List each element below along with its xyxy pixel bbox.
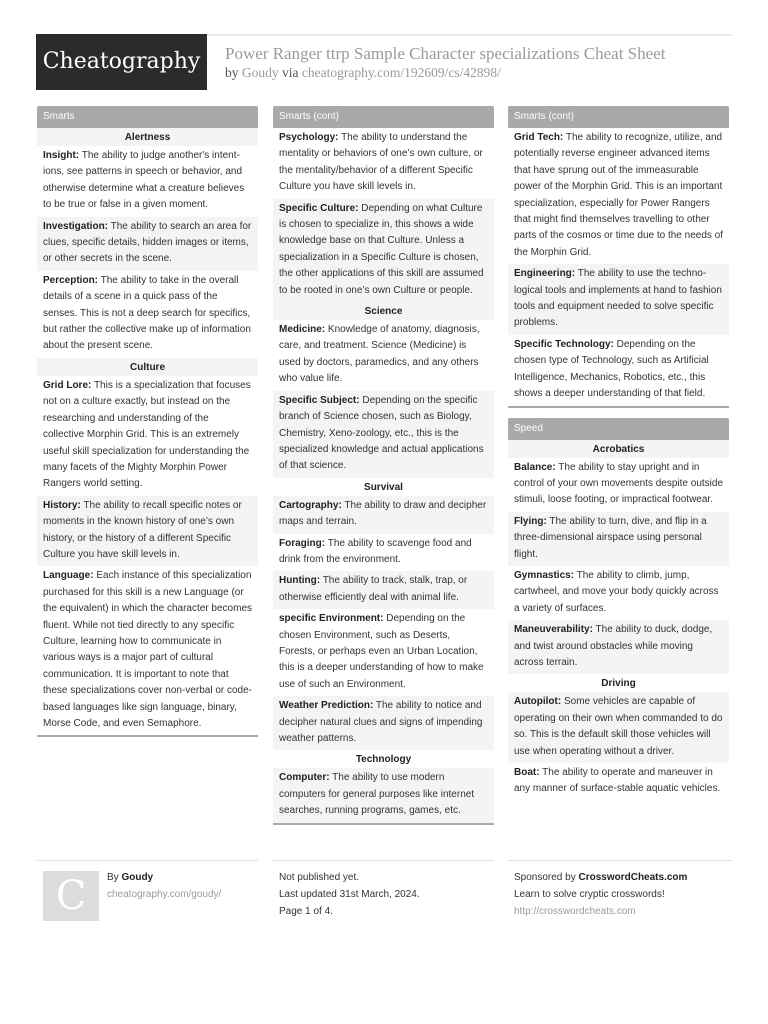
footer-page: Page 1 of 4.: [279, 906, 333, 917]
footer-updated: Last updated 31st March, 2024.: [279, 889, 420, 900]
group-header-survival: Survival: [273, 478, 494, 496]
entry-gymnastics: [508, 566, 729, 620]
entry-grid-tech: [508, 128, 729, 264]
entry-text: This is a specialization that focuses not on a culture exactly, but instead on the researching and understanding of the collective Morphin Grid. This is an extremely useful skill specialization for understanding the many facets of the Mighty Morphin Power Rangers world setting.: [43, 379, 251, 490]
section-header-speed: Speed: [508, 418, 729, 440]
entry-term: Insight:: [43, 150, 80, 161]
footer-sponsor-url[interactable]: http://crosswordcheats.com: [514, 906, 636, 917]
entry-term: Psychology:: [279, 132, 339, 143]
group-header-culture: Culture: [37, 358, 258, 376]
entry-text: The ability to operate and maneuver in any manner of surface-stable aquatic vehicles.: [514, 767, 721, 795]
footer-sponsor-line: [514, 869, 687, 886]
footer-author-link[interactable]: Goudy: [121, 872, 154, 883]
section-header-smarts-cont: Smarts (cont): [508, 106, 729, 128]
cheatography-logo[interactable]: Cheatography: [36, 34, 207, 90]
footer-sponsored-by: Sponsored by: [514, 872, 576, 883]
entry-investigation: [37, 217, 258, 271]
entry-term: Grid Lore:: [43, 379, 92, 391]
sheet-title: Power Ranger ttrp Sample Character specializations Cheat Sheet: [225, 44, 666, 63]
entry-text: The ability to use the technological tools and implements at hand to fashion tools and equipment needed to solve specific problems.: [514, 268, 722, 329]
entry-term: Hunting:: [279, 575, 321, 587]
entry-term: History:: [43, 499, 81, 511]
column-3: [508, 106, 729, 801]
footer-published: Not published yet.: [279, 872, 360, 883]
entry-text: The ability to stay upright and in control of your own movements despite outside stimuli, loose footing, or impractical footwear.: [514, 461, 723, 506]
column-2: [273, 106, 494, 825]
entry-text: The ability to understand the mentality or behaviors of one’s own culture, or the mentality/behavior of a different Specific Culture you have skill levels in.: [279, 132, 483, 193]
footer-sponsor: [508, 860, 732, 930]
entry-text: The ability to search an area for clues, specific details, hidden images or items, or other secrets in the scene.: [43, 220, 252, 265]
entry-term: Balance:: [514, 461, 556, 473]
entry-term: Weather Prediction:: [279, 700, 374, 712]
entry-term: Specific Culture:: [279, 202, 359, 214]
entry-term: Specific Technology:: [514, 338, 614, 350]
footer-author: [37, 860, 258, 930]
byline-via: via: [282, 65, 299, 80]
entry-specific-environment: [273, 609, 494, 696]
entry-text: The ability to scavenge food and drink from the environment.: [279, 537, 472, 565]
entry-medicine: [273, 320, 494, 391]
entry-specific-culture: [273, 199, 494, 302]
entry-text: Each instance of this specialization purchased for this skill is a new Language (or the equivalent) in which the character becomes fluent. While not tied directly to any specific Culture, learning how to communicate in various ways is a major part of cultural communication. It is important to note that these specializations cover non-verbal or code-based languages like sign language, binary, Morse Code, and even Semaphore.: [43, 570, 253, 729]
entry-text: The ability to notice and decipher natural clues and signs of impending weather patterns.: [279, 700, 483, 744]
entry-text: The ability to turn, dive, and flip in a three-dimensional airspace using personal flight.: [514, 515, 707, 560]
entry-text: Depending on the chosen Environment, such as Deserts, Forests, or perhaps even an Urban Location, this is a deeper understanding of how to make use of such an Environment.: [279, 613, 484, 690]
entry-term: specific Environment:: [279, 613, 384, 625]
entry-history: [37, 496, 258, 567]
entry-text: The ability to judge another's intentions, see patterns in speech or behavior, and otherwise determine what a creature believes to be true or false in a given moment.: [43, 150, 245, 211]
footer: [37, 860, 732, 930]
group-header-alertness: Alertness: [37, 128, 258, 146]
entry-term: Computer:: [279, 772, 330, 784]
entry-autopilot: [508, 692, 729, 763]
footer-meta: [273, 860, 494, 930]
section-gap: [508, 408, 729, 418]
entry-grid-lore: [37, 376, 258, 496]
entry-engineering: [508, 264, 729, 335]
byline-url-link[interactable]: cheatography.com/192609/cs/42898/: [301, 65, 501, 80]
group-header-driving: Driving: [508, 674, 729, 692]
entry-text: The ability to climb, jump, cartwheel, and move your body quickly across a variety of surfaces.: [514, 569, 719, 614]
footer-sponsor-tagline: Learn to solve cryptic crosswords!: [514, 889, 665, 900]
footer-author-url[interactable]: cheatography.com/goudy/: [107, 889, 222, 900]
entry-cartography: [273, 496, 494, 534]
entry-text: The ability to duck, dodge, and twist around obstacles while moving across terrain.: [514, 624, 713, 668]
entry-term: Engineering:: [514, 268, 576, 280]
entry-term: Specific Subject:: [279, 394, 360, 406]
entry-specific-technology: [508, 335, 729, 408]
group-header-science: Science: [273, 302, 494, 320]
byline: [225, 65, 501, 81]
entry-term: Boat:: [514, 767, 540, 778]
entry-psychology: [273, 128, 494, 199]
footer-author-line: [107, 869, 153, 886]
entry-text: The ability to use modern computers for general purposes like internet searches, running programs, games, etc.: [279, 772, 475, 817]
entry-boat: [508, 763, 729, 801]
entry-text: Depending on the specific branch of Science chosen, such as Biology, Chemistry, Xeno-zoology, etc., this is the specialized knowledge and actual applications of that science.: [279, 394, 484, 472]
entry-term: Gymnastics:: [514, 569, 575, 581]
entry-text: The ability to recall specific notes or moments in the known history of one’s own history, or the history of a different Specific Culture you have skill levels in.: [43, 499, 242, 560]
entry-flying: [508, 512, 729, 566]
entry-term: Autopilot:: [514, 696, 562, 708]
entry-term: Cartography:: [279, 499, 342, 511]
entry-text: The ability to recognize, utilize, and potentially reverse engineer advanced items that have sprung out of the immeasurable power of the Morphin Grid. This is an important specialization, especially for Power Rangers that might find themselves travelling to other parts of the cosmos or time due to the needs of the Morphin Grid.: [514, 132, 724, 258]
entry-hunting: [273, 571, 494, 609]
entry-text: Knowledge of anatomy, diagnosis, care, and treatment. Science (Medicine) is used by doctors, paramedics, and any others who value life.: [279, 324, 480, 385]
author-avatar[interactable]: C: [43, 871, 99, 921]
entry-language: [37, 566, 258, 737]
entry-term: Foraging:: [279, 537, 326, 549]
entry-insight: [37, 146, 258, 217]
entry-text: The ability to take in the overall details of a scene in a quick pass of the senses. This is not a deep search for specifics, but rather the collective make up of information about the present scene.: [43, 274, 251, 352]
byline-author-link[interactable]: Goudy: [241, 65, 279, 80]
entry-text: Depending on what Culture is chosen to specialize in, this shows a wide knowledge base on that Culture. Unless a specialization in a Specific Culture is chosen, the other applications of this skill are assumed to be rooted in one’s own Culture or people.: [279, 202, 484, 296]
entry-specific-subject: [273, 391, 494, 478]
entry-term: Grid Tech:: [514, 132, 564, 143]
entry-term: Investigation:: [43, 220, 109, 232]
entry-perception: [37, 271, 258, 358]
footer-sponsor-link[interactable]: CrosswordCheats.com: [578, 872, 688, 883]
group-header-acrobatics: Acrobatics: [508, 440, 729, 458]
entry-term: Maneuverability:: [514, 624, 593, 636]
header: [36, 34, 732, 90]
section-header-smarts: Smarts: [37, 106, 258, 128]
entry-term: Perception:: [43, 274, 99, 286]
entry-text: The ability to track, stalk, trap, or otherwise efficiently deal with animal life.: [279, 575, 468, 603]
entry-maneuverability: [508, 620, 729, 674]
byline-by: by: [225, 65, 239, 80]
entry-balance: [508, 458, 729, 512]
header-rule: [207, 34, 732, 36]
group-header-technology: Technology: [273, 750, 494, 768]
entry-text: Depending on the chosen type of Technology, such as Artificial Intelligence, Mechanics, Robotics, etc., this shows a deeper understanding of that field.: [514, 338, 709, 400]
entry-text: The ability to draw and decipher maps and terrain.: [279, 499, 487, 528]
entry-term: Language:: [43, 570, 94, 582]
section-header-smarts-cont: Smarts (cont): [273, 106, 494, 128]
entry-term: Medicine:: [279, 324, 326, 336]
entry-term: Flying:: [514, 515, 547, 527]
entry-foraging: [273, 534, 494, 572]
column-1: [37, 106, 258, 737]
entry-weather-prediction: [273, 696, 494, 750]
entry-text: Some vehicles are capable of operating on their own when commanded to do so. This is the default skill those vehicles will use when operating without a driver.: [514, 696, 723, 757]
entry-computer: [273, 768, 494, 824]
footer-by: By: [107, 872, 119, 883]
